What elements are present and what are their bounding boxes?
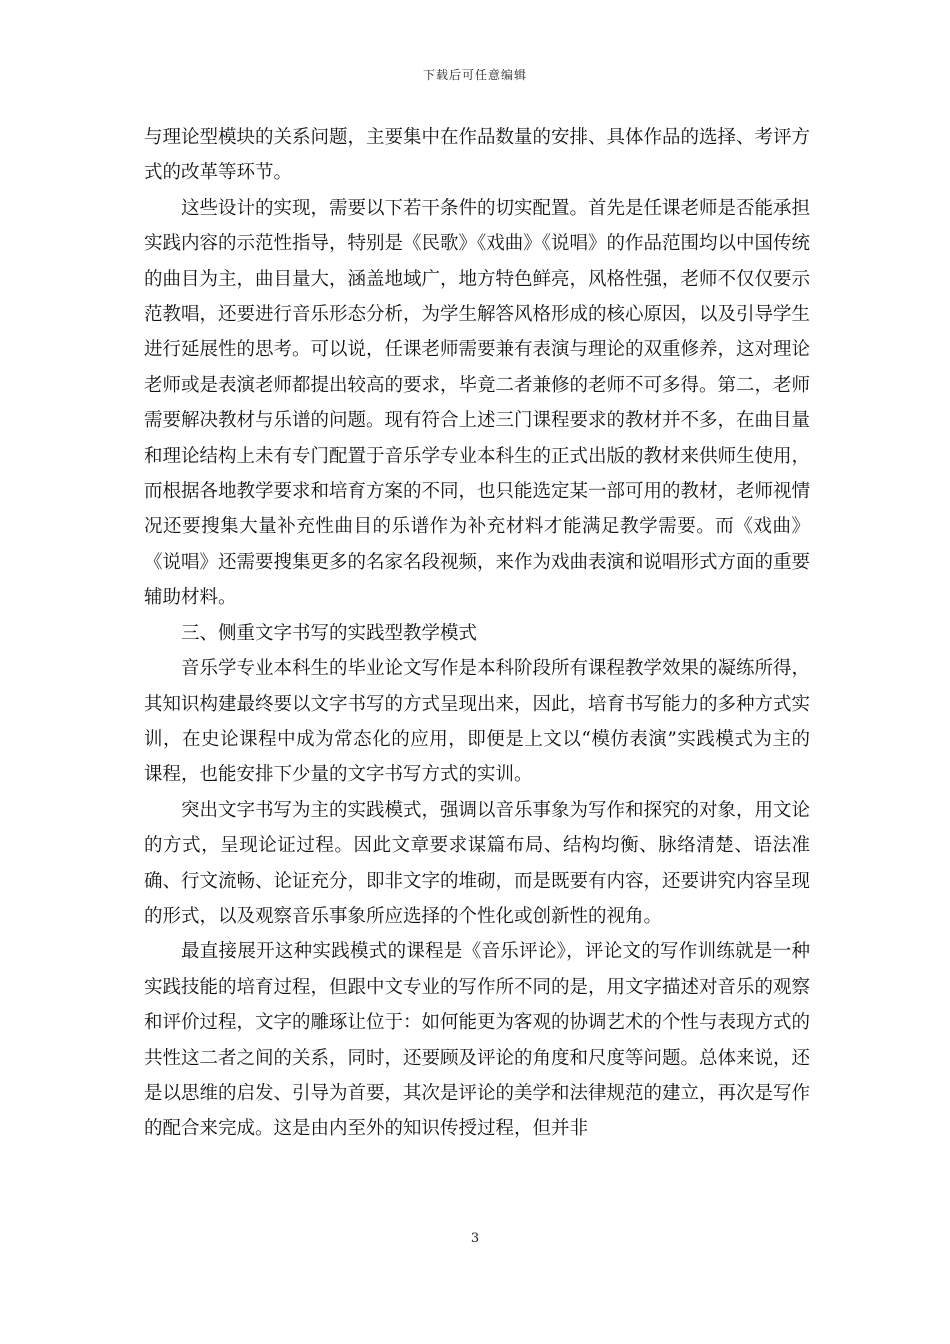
page-header: 下载后可任意编辑 — [422, 68, 527, 82]
page-number: 3 — [470, 1231, 480, 1246]
document-body — [144, 120, 810, 1147]
paragraph-music-criticism: 最直接展开这种实践模式的课程是《音乐评论》，评论文的写作训练就是一种实践技能的培育过程，但跟中文专业的写作所不同的是，用文字描述对音乐的观察和评价过程，文字的雕琢让位于：如何能更为客观的协调艺术的个性与表现方式的共性这二者之间的关系，同时，还要顾及评论的角度和尺度等问题。总体来说，还是以思维的启发、引导为首要，其次是评论的美学和法律规范的建立，再次是写作的配合来完成。这是由内至外的知识传授过程，但并非 — [144, 941, 811, 1140]
paragraph-conditions: 这些设计的实现，需要以下若干条件的切实配置。首先是任课老师是否能承担实践内容的示范性指导，特别是《民歌》《戏曲》《说唱》的作品范围均以中国传统的曲目为主，曲目量大，涵盖地域广，地方特色鲜亮，风格性强，老师不仅仅要示范教唱，还要进行音乐形态分析，为学生解答风格形成的核心原因，以及引导学生进行延展性的思考。可以说，任课老师需要兼有表演与理论的双重修养，这对理论老师或是表演老师都提出较高的要求，毕竟二者兼修的老师不可多得。第二，老师需要解决教材与乐谱的问题。现有符合上述三门课程要求的教材并不多，在曲目量和理论结构上未有专门配置于音乐学专业本科生的正式出版的教材来供师生使用，而根据各地教学要求和培育方案的不同，也只能选定某一部可用的教材，老师视情况还要搜集大量补充性曲目的乐谱作为补充材料才能满足教学需要。而《戏曲》《说唱》还需要搜集更多的名家名段视频，来作为戏曲表演和说唱形式方面的重要辅助材料。 — [144, 197, 811, 609]
paragraph-thesis-writing: 音乐学专业本科生的毕业论文写作是本科阶段所有课程教学效果的凝练所得，其知识构建最终要以文字书写的方式呈现出来，因此，培育书写能力的多种方式实训，在史论课程中成为常态化的应用，即便是上文以“模仿表演”实践模式为主的课程，也能安排下少量的文字书写方式的实训。 — [144, 658, 811, 786]
section-heading: 三、侧重文字书写的实践型教学模式 — [181, 622, 478, 644]
paragraph-continuation: 与理论型模块的关系问题，主要集中在作品数量的安排、具体作品的选择、考评方式的改革等环节。 — [144, 127, 811, 184]
paragraph-writing-practice: 突出文字书写为主的实践模式，强调以音乐事象为写作和探究的对象，用文论的方式，呈现论证过程。因此文章要求谋篇布局、结构均衡、脉络清楚、语法准确、行文流畅、论证充分，即非文字的堆砌，而是既要有内容，还要讲究内容呈现的形式，以及观察音乐事象所应选择的个性化或创新性的视角。 — [144, 799, 811, 927]
